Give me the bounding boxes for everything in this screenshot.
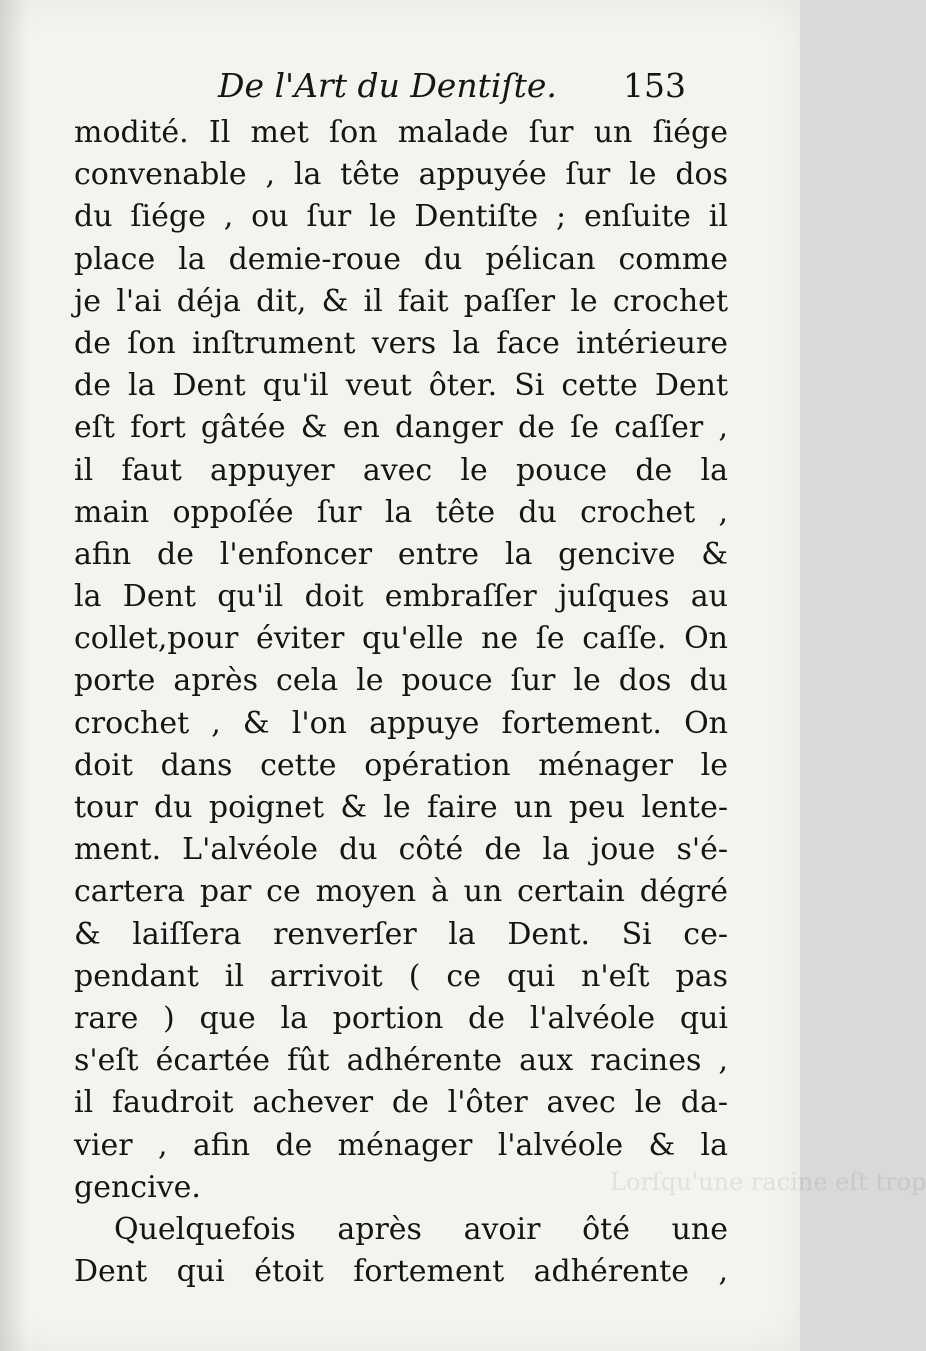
text-line-11: afin de l'enfoncer entre la gencive & [74, 536, 728, 572]
text-line-24: il faudroit achever de l'ôter avec le da- [74, 1085, 728, 1121]
text-line-14: porte après cela le pouce ſur le dos du [74, 663, 728, 699]
text-line-18: ment. L'alvéole du côté de la joue s'é- [74, 832, 728, 868]
text-line-8: eſt fort gâtée & en danger de ſe caſſer , [74, 410, 728, 446]
running-title: De l'Art du Dentiſte. [218, 66, 557, 105]
text-line-4: place la demie-roue du pélican comme [74, 241, 728, 277]
bleed-through-text: Lorſqu'une racine eſt trop [610, 1168, 926, 1196]
text-line-22: rare ) que la portion de l'alvéole qui [74, 1000, 728, 1036]
text-line-25: vier , afin de ménager l'alvéole & la [74, 1127, 728, 1163]
text-line-28: Dent qui étoit fortement adhérente , [74, 1254, 728, 1290]
text-line-3: du ſiége , ou ſur le Dentiſte ; enſuite il [74, 199, 728, 235]
page-number: 153 [623, 66, 686, 105]
running-head [218, 66, 738, 110]
text-line-15: crochet , & l'on appuye fortement. On [74, 705, 728, 741]
text-line-2: convenable , la tête appuyée ſur le dos [74, 157, 728, 193]
text-line-27: Quelquefois après avoir ôté une [114, 1211, 728, 1247]
text-line-10: main oppoſée ſur la tête du crochet , [74, 494, 728, 530]
text-line-1: modité. Il met ſon malade ſur un ſiége [74, 115, 728, 150]
text-line-21: pendant il arrivoit ( ce qui n'eſt pas [74, 958, 728, 994]
gutter-shadow [0, 0, 28, 1351]
text-line-9: il faut appuyer avec le pouce de la [74, 452, 728, 488]
text-line-12: la Dent qu'il doit embraſſer juſques au [74, 579, 728, 615]
main-text [74, 112, 728, 1293]
text-line-20: & laiſſera renverſer la Dent. Si ce- [74, 916, 728, 952]
text-line-13: collet,pour éviter qu'elle ne ſe caſſe. On [74, 621, 728, 657]
text-line-17: tour du poignet & le faire un peu lente- [74, 790, 728, 825]
text-line-19: cartera par ce moyen à un certain dégré [74, 874, 728, 910]
text-line-5: je l'ai déja dit, & il fait paſſer le crochet [74, 283, 728, 319]
text-line-23: s'eſt écartée fût adhérente aux racines , [74, 1043, 728, 1079]
text-line-16: doit dans cette opération ménager le [74, 747, 728, 783]
text-line-7: de la Dent qu'il veut ôter. Si cette Dent [74, 368, 728, 404]
text-line-26: gencive. [74, 1169, 201, 1205]
text-line-6: de ſon inſtrument vers la face intérieure [74, 325, 728, 361]
